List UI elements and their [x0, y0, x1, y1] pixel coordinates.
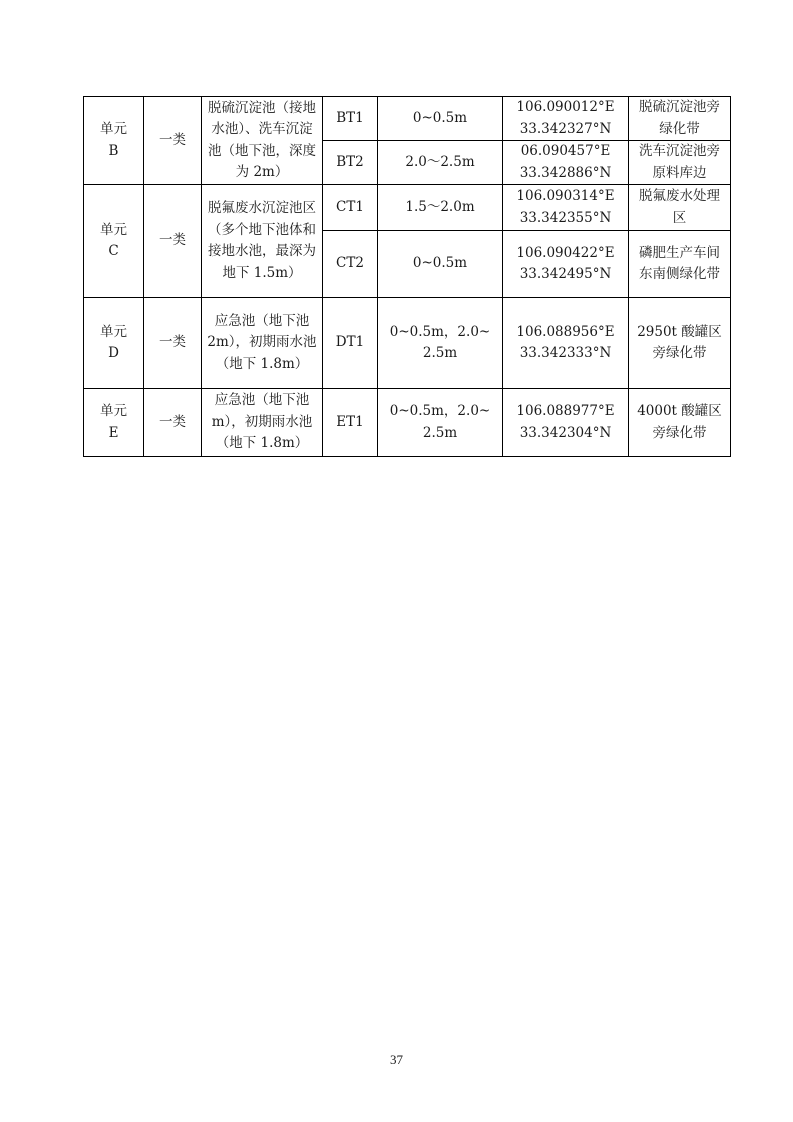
sampling-table — [83, 96, 731, 457]
point-id-cell: BT1 — [323, 97, 378, 141]
description-cell: 应急池（地下池 m），初期雨水池（地下 1.8m） — [202, 389, 323, 457]
table-row — [84, 389, 731, 457]
coordinate-cell: 106.090314°E 33.342355°N — [503, 185, 629, 231]
unit-cell: 单元 D — [84, 298, 144, 389]
table-row — [84, 298, 731, 389]
depth-cell: 0~0.5m，2.0~ 2.5m — [378, 389, 503, 457]
depth-cell: 0~0.5m，2.0~ 2.5m — [378, 298, 503, 389]
location-cell: 脱氟废水处理区 — [629, 185, 731, 231]
category-cell: 一类 — [144, 389, 202, 457]
coordinate-cell: 106.090012°E 33.342327°N — [503, 97, 629, 141]
point-id-cell: DT1 — [323, 298, 378, 389]
coordinate-cell: 106.088956°E 33.342333°N — [503, 298, 629, 389]
depth-cell: 0~0.5m — [378, 231, 503, 298]
description-cell: 脱硫沉淀池（接地水池）、洗车沉淀池（地下池，深度为 2m） — [202, 97, 323, 185]
point-id-cell: BT2 — [323, 141, 378, 185]
category-cell: 一类 — [144, 97, 202, 185]
description-cell: 应急池（地下池 2m），初期雨水池（地下 1.8m） — [202, 298, 323, 389]
unit-cell: 单元 C — [84, 185, 144, 298]
point-id-cell: CT1 — [323, 185, 378, 231]
location-cell: 脱硫沉淀池旁绿化带 — [629, 97, 731, 141]
depth-cell: 1.5～2.0m — [378, 185, 503, 231]
unit-cell: 单元 B — [84, 97, 144, 185]
category-cell: 一类 — [144, 298, 202, 389]
table-row — [84, 185, 731, 231]
location-cell: 洗车沉淀池旁原料库边 — [629, 141, 731, 185]
location-cell: 2950t 酸罐区旁绿化带 — [629, 298, 731, 389]
depth-cell: 2.0～2.5m — [378, 141, 503, 185]
coordinate-cell: 106.088977°E 33.342304°N — [503, 389, 629, 457]
coordinate-cell: 06.090457°E 33.342886°N — [503, 141, 629, 185]
point-id-cell: ET1 — [323, 389, 378, 457]
depth-cell: 0~0.5m — [378, 97, 503, 141]
location-cell: 磷肥生产车间东南侧绿化带 — [629, 231, 731, 298]
unit-cell: 单元 E — [84, 389, 144, 457]
category-cell: 一类 — [144, 185, 202, 298]
page-number: 37 — [390, 1052, 403, 1067]
table-row — [84, 97, 731, 141]
coordinate-cell: 106.090422°E 33.342495°N — [503, 231, 629, 298]
description-cell: 脱氟废水沉淀池区（多个地下池体和接地水池，最深为地下 1.5m） — [202, 185, 323, 298]
location-cell: 4000t 酸罐区旁绿化带 — [629, 389, 731, 457]
point-id-cell: CT2 — [323, 231, 378, 298]
